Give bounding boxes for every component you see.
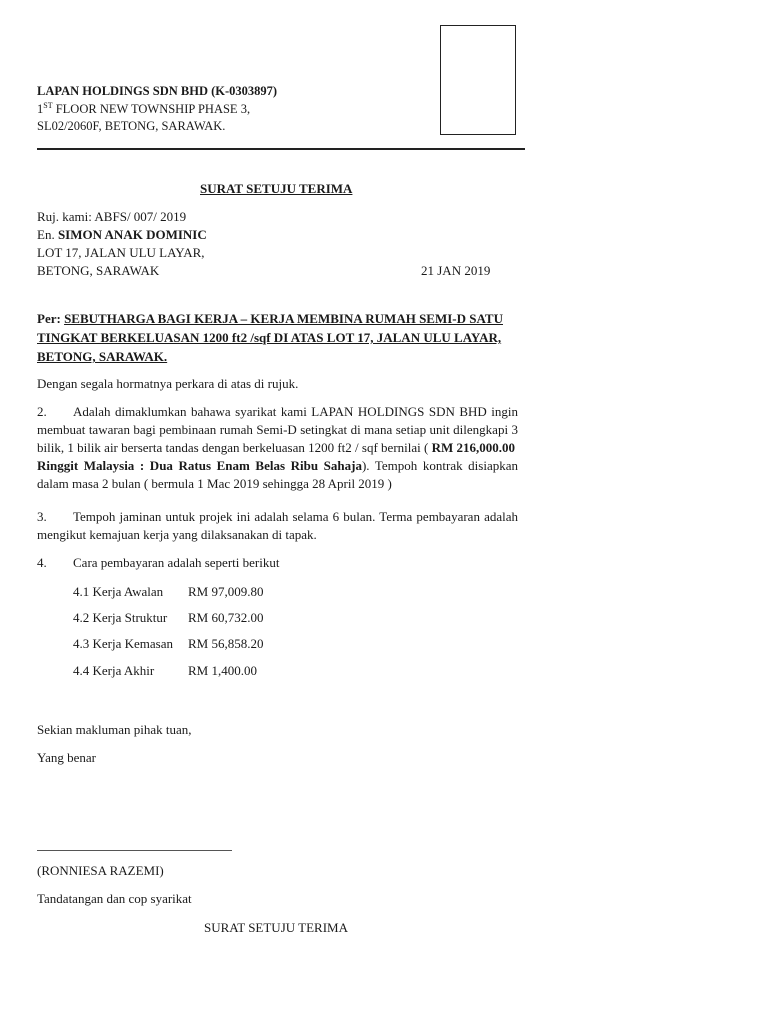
company-address-line2: SL02/2060F, BETONG, SARAWAK.	[37, 119, 226, 133]
payment-row: 4.4 Kerja Akhir RM 1,400.00	[73, 663, 257, 678]
opening-line: Dengan segala hormatnya perkara di atas di rujuk.	[37, 376, 299, 391]
reference-number: Ruj. kami: ABFS/ 007/ 2019	[37, 209, 187, 224]
signature-note: Tandatangan dan cop syarikat	[37, 891, 192, 906]
recipient-address-line1: LOT 17, JALAN ULU LAYAR,	[37, 245, 205, 260]
footer-title: SURAT SETUJU TERIMA	[204, 920, 348, 935]
company-name: LAPAN HOLDINGS SDN BHD (K-0303897)	[37, 84, 278, 98]
recipient-name: En. SIMON ANAK DOMINIC	[37, 227, 207, 242]
paragraph-4: 4. Cara pembayaran adalah seperti berikut	[37, 555, 280, 570]
document-title: SURAT SETUJU TERIMA	[200, 181, 353, 196]
recipient-address-line2: BETONG, SARAWAK	[37, 263, 160, 278]
photo-box	[440, 25, 516, 135]
letter-date: 21 JAN 2019	[421, 263, 491, 278]
payment-row: 4.1 Kerja Awalan RM 97,009.80	[73, 584, 264, 599]
paragraph-3: 3. Tempoh jaminan untuk projek ini adalah selama 6 bulan. Terma pembayaran adalah mengikut kemajuan kerja yang dilaksanakan di tapak.	[37, 509, 518, 542]
payment-row: 4.2 Kerja Struktur RM 60,732.00	[73, 610, 264, 625]
regards-line: Yang benar	[37, 750, 96, 765]
subject-line: Per: SEBUTHARGA BAGI KERJA – KERJA MEMBINA RUMAH SEMI-D SATU TINGKAT BERKELUASAN 1200 ft2 /sqf DI ATAS LOT 17, JALAN ULU LAYAR, BETONG, SARAWAK.	[37, 311, 503, 364]
paragraph-2: 2. Adalah dimaklumkan bahawa syarikat kami LAPAN HOLDINGS SDN BHD ingin membuat tawaran bagi pembinaan rumah Semi-D setingkat di mana setiap unit dilengkapi 3 bilik, 1 bilik air berserta tandas dengan berkeluasan 1200 ft2 / sqf bernilai ( RM 216,000.00 Ringgit Malaysia : Dua Ratus Enam Belas Ribu Sahaja). Tempoh kontrak disiapkan dalam masa 2 bulan ( bermula 1 Mac 2019 sehingga 28 April 2019 )	[37, 404, 518, 491]
signatory-name: (RONNIESA RAZEMI)	[37, 863, 164, 878]
company-address-line1: 1ST FLOOR NEW TOWNSHIP PHASE 3,	[37, 100, 251, 116]
payment-row: 4.3 Kerja Kemasan RM 56,858.20	[73, 636, 264, 651]
signature-line	[37, 850, 232, 851]
header-divider	[37, 148, 525, 150]
closing-line: Sekian makluman pihak tuan,	[37, 722, 192, 737]
